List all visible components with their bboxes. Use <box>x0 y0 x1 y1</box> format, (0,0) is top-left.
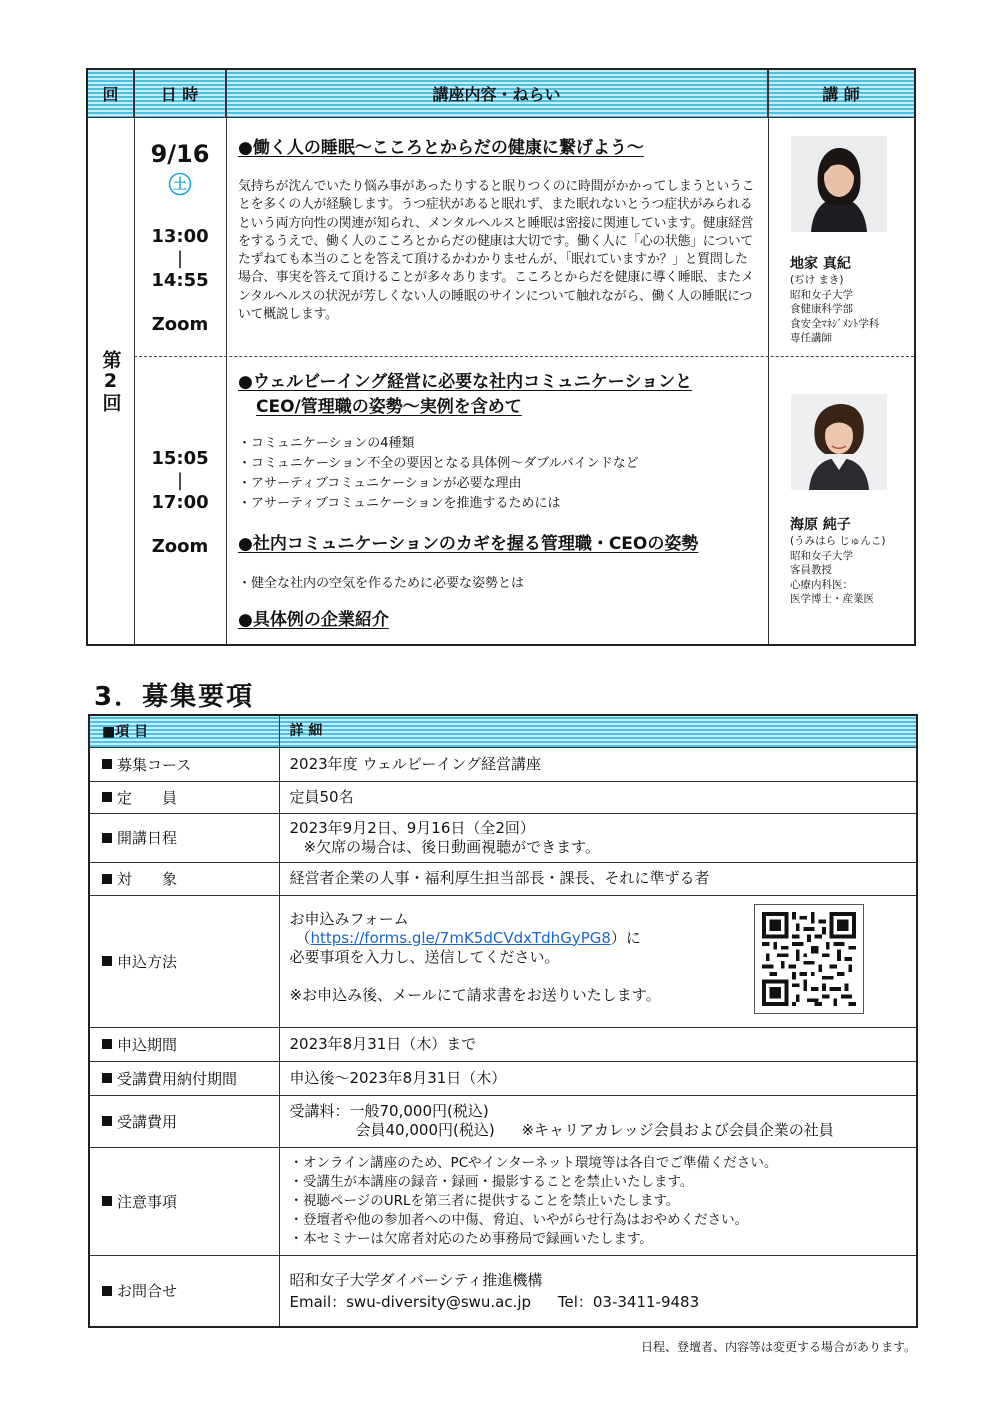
note-item-0: ・オンライン講座のため、PCやインターネット環境等は各自でご準備ください。 <box>289 1154 778 1171</box>
session-label: 第2回 <box>99 349 122 413</box>
row-label-notes: 注意事項 <box>117 1192 178 1211</box>
block1-time-start: 13:00 <box>151 226 209 247</box>
teacher1-photo <box>791 136 887 232</box>
square-bullet-icon <box>102 759 112 769</box>
teacher2-info-2: 心療内科医： <box>790 578 853 591</box>
row-label-apply: 申込方法 <box>117 952 178 971</box>
square-bullet-icon <box>102 833 112 843</box>
table-row <box>89 1147 917 1255</box>
apply-instruction: 必要事項を入力し、送信してください。 <box>289 947 560 966</box>
square-bullet-icon <box>102 1116 112 1126</box>
block1-venue: Zoom <box>151 314 209 335</box>
contact-email[interactable]: Email：swu-diversity@swu.ac.jp <box>289 1292 532 1311</box>
note-item-3: ・登壇者や他の参加者への中傷、脅迫、いやがらせ行為はおやめください。 <box>289 1211 749 1228</box>
row-label-period: 申込期間 <box>117 1035 178 1054</box>
block2-sub-note: ・健全な社内の空気を作るために必要な姿勢とは <box>238 576 525 591</box>
table-row <box>89 1027 917 1061</box>
row-label-fee: 受講費用 <box>117 1112 178 1131</box>
block1-time-end: 14:55 <box>151 270 209 291</box>
block2-bullet-1: ・コミュニケーション不全の要因となる具体例～ダブルバインドなど <box>238 456 639 471</box>
note-item-1: ・受講生が本講座の録音・録画・撮影することを禁止いたします。 <box>289 1173 694 1190</box>
square-bullet-icon <box>102 1039 112 1049</box>
table-row <box>89 895 917 1027</box>
block2-time-sep: | <box>176 470 184 491</box>
recruit-header-row <box>89 715 917 747</box>
session-divider <box>134 356 914 357</box>
fee-member: 会員40,000円(税込) <box>355 1121 495 1139</box>
table-row <box>89 862 917 895</box>
section-title: 3．募集要項 <box>94 682 255 712</box>
teacher1-info-0: 昭和女子大学 <box>790 288 853 301</box>
recruit-header-detail: 詳 細 <box>279 715 917 747</box>
row-label-capacity: 定 員 <box>117 788 178 807</box>
contact-tel[interactable]: Tel：03-3411-9483 <box>557 1292 700 1311</box>
block2-bullet-2: ・アサーティブコミュニケーションが必要な理由 <box>238 476 522 491</box>
square-bullet-icon <box>102 1196 112 1206</box>
block2-time-end: 17:00 <box>151 492 209 513</box>
teacher1-info-3: 専任講師 <box>790 332 832 344</box>
footnote: 日程、登壇者、内容等は変更する場合があります。 <box>640 1340 916 1354</box>
teacher2-info-1: 客員教授 <box>790 564 832 576</box>
teacher1-name: 地家 真紀 <box>790 256 851 272</box>
note-item-4: ・本セミナーは欠席者対応のため事務局で録画いたします。 <box>289 1230 653 1247</box>
table-row <box>89 747 917 781</box>
fee-member-note: ※キャリアカレッジ会員および会員企業の社員 <box>521 1121 834 1139</box>
block2-title-line1: ●ウェルビーイング経営に必要な社内コミュニケーションと <box>238 372 693 392</box>
teacher2-reading: (うみはら じゅんこ) <box>790 535 886 547</box>
row-note-dates: ※欠席の場合は、後日動画視聴ができます。 <box>303 837 600 856</box>
row-label-contact: お問合せ <box>117 1282 178 1301</box>
block1-body: 気持ちが沈んでいたり悩み事があったりすると眠りつくのに時間がかかってしまうということを多くの人が経験します。うつ症状があると眠れず、また眠れないとうつ症状がみられるという両方向性の関連が知られ、メンタルヘルスと睡眠は密接に関連しています。健康経営をするうえで、働く人のこころとからだの健康は大切です。働く人に「心の状態」についてたずねても本当のことを答えて頂けるかわかりませんが、「眠れていますか？」と質問した場合、事実を答えて頂けることが多々あります。こころとからだを健康に導く睡眠、またメンタルヘルスの状況が芳しくない人の睡眠のサインについて触れながら、働く人の睡眠について概説します。 <box>238 179 755 323</box>
table-row <box>89 781 917 813</box>
row-value-payment: 申込後～2023年8月31日（木） <box>279 1061 917 1095</box>
row-value-dates: 2023年9月2日、9月16日（全2回） <box>289 818 535 837</box>
row-value-capacity: 定員50名 <box>279 781 917 813</box>
block2-subtitle: ●社内コミュニケーションのカギを握る管理職・CEOの姿勢 <box>238 534 699 554</box>
row-value-course: 2023年度 ウェルビーイング経営講座 <box>279 747 917 781</box>
row-value-period: 2023年8月31日（木）まで <box>279 1027 917 1061</box>
row-value-target: 経営者企業の人事・福利厚生担当部長・課長、それに準ずる者 <box>279 862 917 895</box>
square-bullet-icon <box>102 956 112 966</box>
teacher1-info-2: 食安全ﾏﾈｼﾞﾒﾝﾄ学科 <box>790 317 880 330</box>
header-datetime: 日 時 <box>134 70 226 118</box>
block1-time-sep: | <box>176 248 184 269</box>
apply-form-link[interactable]: https://forms.gle/7mK5dCVdxTdhGyPG8 <box>310 928 611 947</box>
block1-title: ●働く人の睡眠～こころとからだの健康に繋げよう～ <box>238 138 644 158</box>
contact-org: 昭和女子大学ダイバーシティ推進機構 <box>289 1270 543 1289</box>
qr-code-icon[interactable] <box>754 904 864 1014</box>
block2-bullet-3: ・アサーティブコミュニケーションを推進するためには <box>238 496 561 511</box>
row-label-target: 対 象 <box>117 870 178 888</box>
teacher2-photo <box>791 394 887 490</box>
teacher2-info-3: 医学博士・産業医 <box>790 593 874 605</box>
teacher2-name: 海原 純子 <box>790 517 851 533</box>
square-bullet-icon <box>102 792 112 802</box>
header-kai: 回 <box>88 70 134 118</box>
apply-paren-close: ）に <box>610 928 641 947</box>
block2-time-start: 15:05 <box>151 448 209 469</box>
row-label-dates: 開講日程 <box>117 829 178 847</box>
teacher2-info-0: 昭和女子大学 <box>790 549 853 562</box>
weekday-text: 土 <box>173 177 187 193</box>
apply-paren-open: （ <box>295 928 311 947</box>
header-teacher: 講 師 <box>768 70 914 118</box>
square-bullet-icon <box>102 1073 112 1083</box>
table-row <box>89 1095 917 1147</box>
block2-example-title: ●具体例の企業紹介 <box>238 610 389 630</box>
table-row <box>89 813 917 862</box>
row-label-course: 募集コース <box>117 755 192 774</box>
row-label-payment: 受講費用納付期間 <box>117 1069 238 1088</box>
note-item-2: ・視聴ページのURLを第三者に提供することを禁止いたします。 <box>289 1192 680 1209</box>
weekday-badge <box>134 172 226 196</box>
teacher1-info-1: 食健康科学部 <box>790 303 853 315</box>
recruitment-table <box>88 714 918 1328</box>
teacher1-reading: (ぢけ まき) <box>790 274 844 286</box>
header-content: 講座内容・ねらい <box>226 70 768 118</box>
recruit-header-label: ■項 目 <box>89 715 279 747</box>
schedule-table <box>86 68 916 646</box>
block2-venue: Zoom <box>151 536 209 557</box>
apply-form-label: お申込みフォーム <box>289 909 409 928</box>
apply-invoice-note: ※お申込み後、メールにて請求書をお送りいたします。 <box>289 985 661 1004</box>
session-date: 9/16 <box>150 140 210 168</box>
block2-title-line2: CEO/管理職の姿勢～実例を含めて <box>256 397 522 417</box>
table-row <box>89 1061 917 1095</box>
block2-bullet-0: ・コミュニケーションの4種類 <box>238 436 415 451</box>
square-bullet-icon <box>102 874 112 884</box>
session-label-cell <box>88 118 134 644</box>
fee-general: 受講料：一般70,000円(税込) <box>289 1102 489 1120</box>
square-bullet-icon <box>102 1286 112 1296</box>
table-row <box>89 1255 917 1327</box>
